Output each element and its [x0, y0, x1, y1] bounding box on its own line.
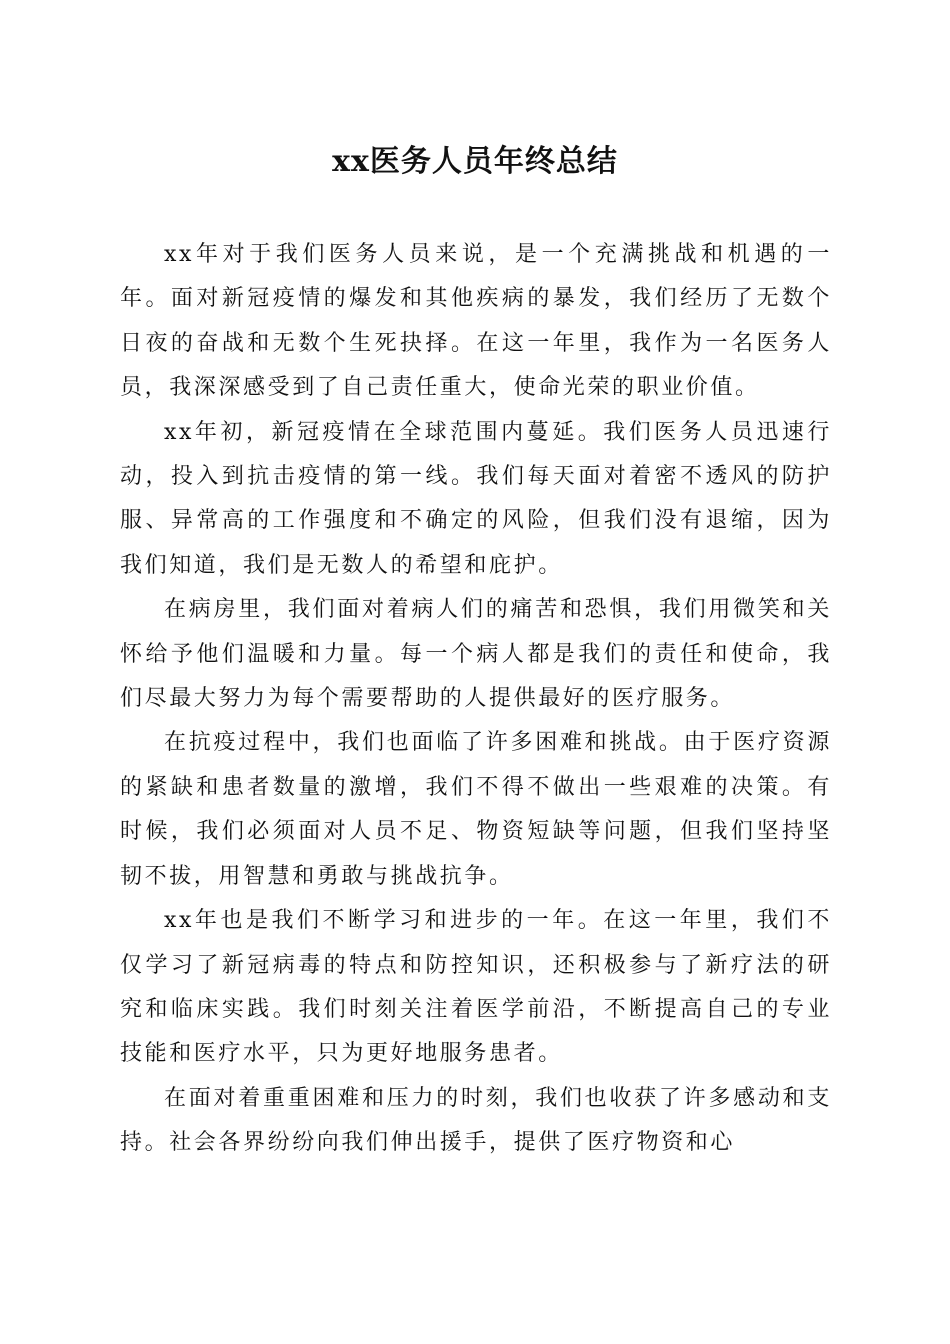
paragraph: xx年也是我们不断学习和进步的一年。在这一年里，我们不仅学习了新冠病毒的特点和防控知识，还积极参与了新疗法的研究和临床实践。我们时刻关注着医学前沿，不断提高自己的专业技能和医疗水平，只为更好地服务患者。 [120, 908, 832, 1067]
document-body [120, 233, 832, 1166]
paragraph: 在面对着重重困难和压力的时刻，我们也收获了许多感动和支持。社会各界纷纷向我们伸出援手，提供了医疗物资和心 [120, 1085, 832, 1156]
paragraph: xx年初，新冠疫情在全球范围内蔓延。我们医务人员迅速行动，投入到抗击疫情的第一线。我们每天面对着密不透风的防护服、异常高的工作强度和不确定的风险，但我们没有退缩，因为我们知道，我们是无数人的希望和庇护。 [120, 419, 832, 578]
document-title: xx医务人员年终总结 [332, 144, 618, 179]
paragraph: 在抗疫过程中，我们也面临了许多困难和挑战。由于医疗资源的紧缺和患者数量的激增，我们不得不做出一些艰难的决策。有时候，我们必须面对人员不足、物资短缺等问题，但我们坚持坚韧不拔，用智慧和勇敢与挑战抗争。 [120, 730, 832, 889]
paragraph: 在病房里，我们面对着病人们的痛苦和恐惧，我们用微笑和关怀给予他们温暖和力量。每一个病人都是我们的责任和使命，我们尽最大努力为每个需要帮助的人提供最好的医疗服务。 [120, 597, 832, 712]
paragraph: xx年对于我们医务人员来说，是一个充满挑战和机遇的一年。面对新冠疫情的爆发和其他疾病的暴发，我们经历了无数个日夜的奋战和无数个生死抉择。在这一年里，我作为一名医务人员，我深深感受到了自己责任重大，使命光荣的职业价值。 [120, 242, 832, 401]
